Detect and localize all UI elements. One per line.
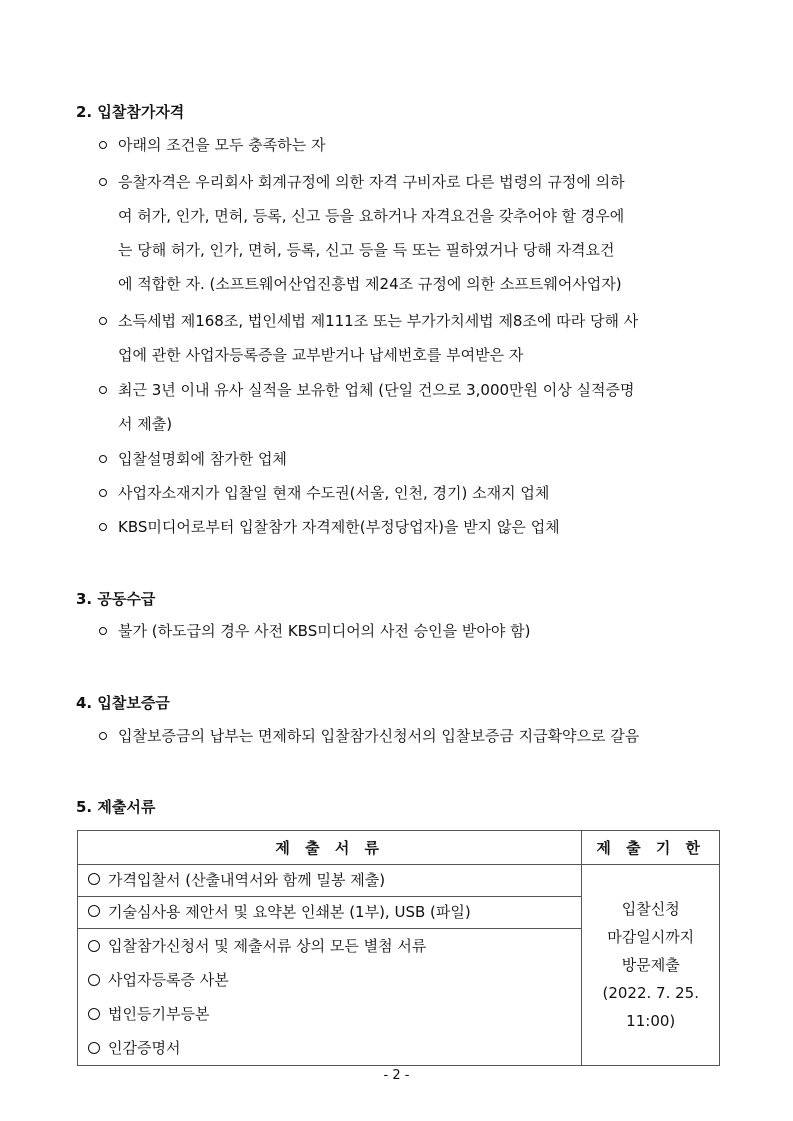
circle-icon (88, 1008, 100, 1020)
documents-table (77, 830, 720, 1066)
table-row (78, 865, 720, 897)
deadline-cell: 입찰신청 마감일시까지 방문제출 (2022. 7. 25. 11:00) (582, 865, 720, 1066)
document-item: 기술심사용 제안서 및 요약본 인쇄본 (1부), USB (파일) (78, 897, 581, 928)
circle-icon (88, 940, 100, 952)
table-header-documents: 제 출 서 류 (78, 831, 582, 865)
circle-icon (88, 974, 100, 986)
document-page: 2. 입찰참가자격 아래의 조건을 모두 충족하는 자 응찰자격은 우리회사 회계규정에 의한 자격 구비자로 다른 법령의 규정에 의하 여 허가, 인가, 면허, 등록, 신고 등을 요하거나 자격요건을 갖추어야 할 경우에 는 당해 허가, 인가, 면허, 등록, 신고 등을 득 또는 필하였거나 당해 자격요건 에 적합한 자. (소프트웨어산업진흥법 제24조 규정에 의한 소프트웨어사업자) 소득세법 제168조, 법인세법 제111조 또는 부가가치세법 제8조에 따라 당해 사 업에 관한 사업자등록증을 교부받거나 납세번호를 부여받은 자 최근 3년 이내 유사 실적을 보유한 업체 (단일 건으로 3,000만원 이상 실적증명 서 제출) 입찰설명회에 참가한 업체 사업자소재지가 입찰일 현재 수도권(서울, 인천, 경기) 소재지 업체 KBS미디어로부터 입찰참가 자격제한(부정당업자)을 받지 않은 업체 3. 공동수급 불가 (하도급의 경우 사전 KBS미디어의 사전 승인을 받아야 함) 4. 입찰보증금 입찰보증금의 납부는 면제하되 입찰참가신청서의 입찰보증금 지급확약으로 갈음 5. 제출서류 제 출 서 류 제 출 기 한 가격입찰서 (산출내역서와 함께 밀봉 제출) 입찰신청 마감일시까지 방문제출 (2022. 7. 25. 11:00) 기술심사용 제안서 및 요약본 인쇄본 (1부), USB (파일) 입찰참가신청서 및 제출서류 상의 모든 별첨 서류 사업자등록증 사본 법인등기부등본 인감증명서 - 2 - (0, 0, 793, 1121)
list-item-continuation: 업에 관한 사업자등록증을 교부받거나 납세번호를 부여받은 자 (118, 346, 524, 364)
document-item: 가격입찰서 (산출내역서와 함께 밀봉 제출) (78, 865, 581, 896)
list-item-continuation: 는 당해 허가, 인가, 면허, 등록, 신고 등을 득 또는 필하였거나 당해 자격요건 (118, 241, 615, 259)
section-heading-bid-bond: 4. 입찰보증금 (76, 694, 170, 712)
section-heading-joint-supply: 3. 공동수급 (76, 590, 156, 608)
document-item: 법인등기부등본 (78, 997, 581, 1031)
circle-icon (88, 873, 100, 885)
section-heading-documents: 5. 제출서류 (76, 798, 156, 816)
document-item: 입찰참가신청서 및 제출서류 상의 모든 별첨 서류 (78, 929, 581, 963)
document-item: 인감증명서 (78, 1031, 581, 1065)
circle-icon (88, 905, 100, 917)
list-item-continuation: 에 적합한 자. (소프트웨어산업진흥법 제24조 규정에 의한 소프트웨어사업자) (118, 275, 622, 293)
list-item-continuation: 여 허가, 인가, 면허, 등록, 신고 등을 요하거나 자격요건을 갖추어야 할 경우에 (118, 207, 625, 225)
document-item: 사업자등록증 사본 (78, 963, 581, 997)
section-heading-eligibility: 2. 입찰참가자격 (76, 103, 185, 121)
page-number: - 2 - (383, 1068, 410, 1083)
table-header-deadline: 제 출 기 한 (582, 831, 720, 865)
list-item-continuation: 서 제출) (118, 415, 173, 433)
circle-icon (88, 1042, 100, 1054)
table-header-row (78, 831, 720, 865)
